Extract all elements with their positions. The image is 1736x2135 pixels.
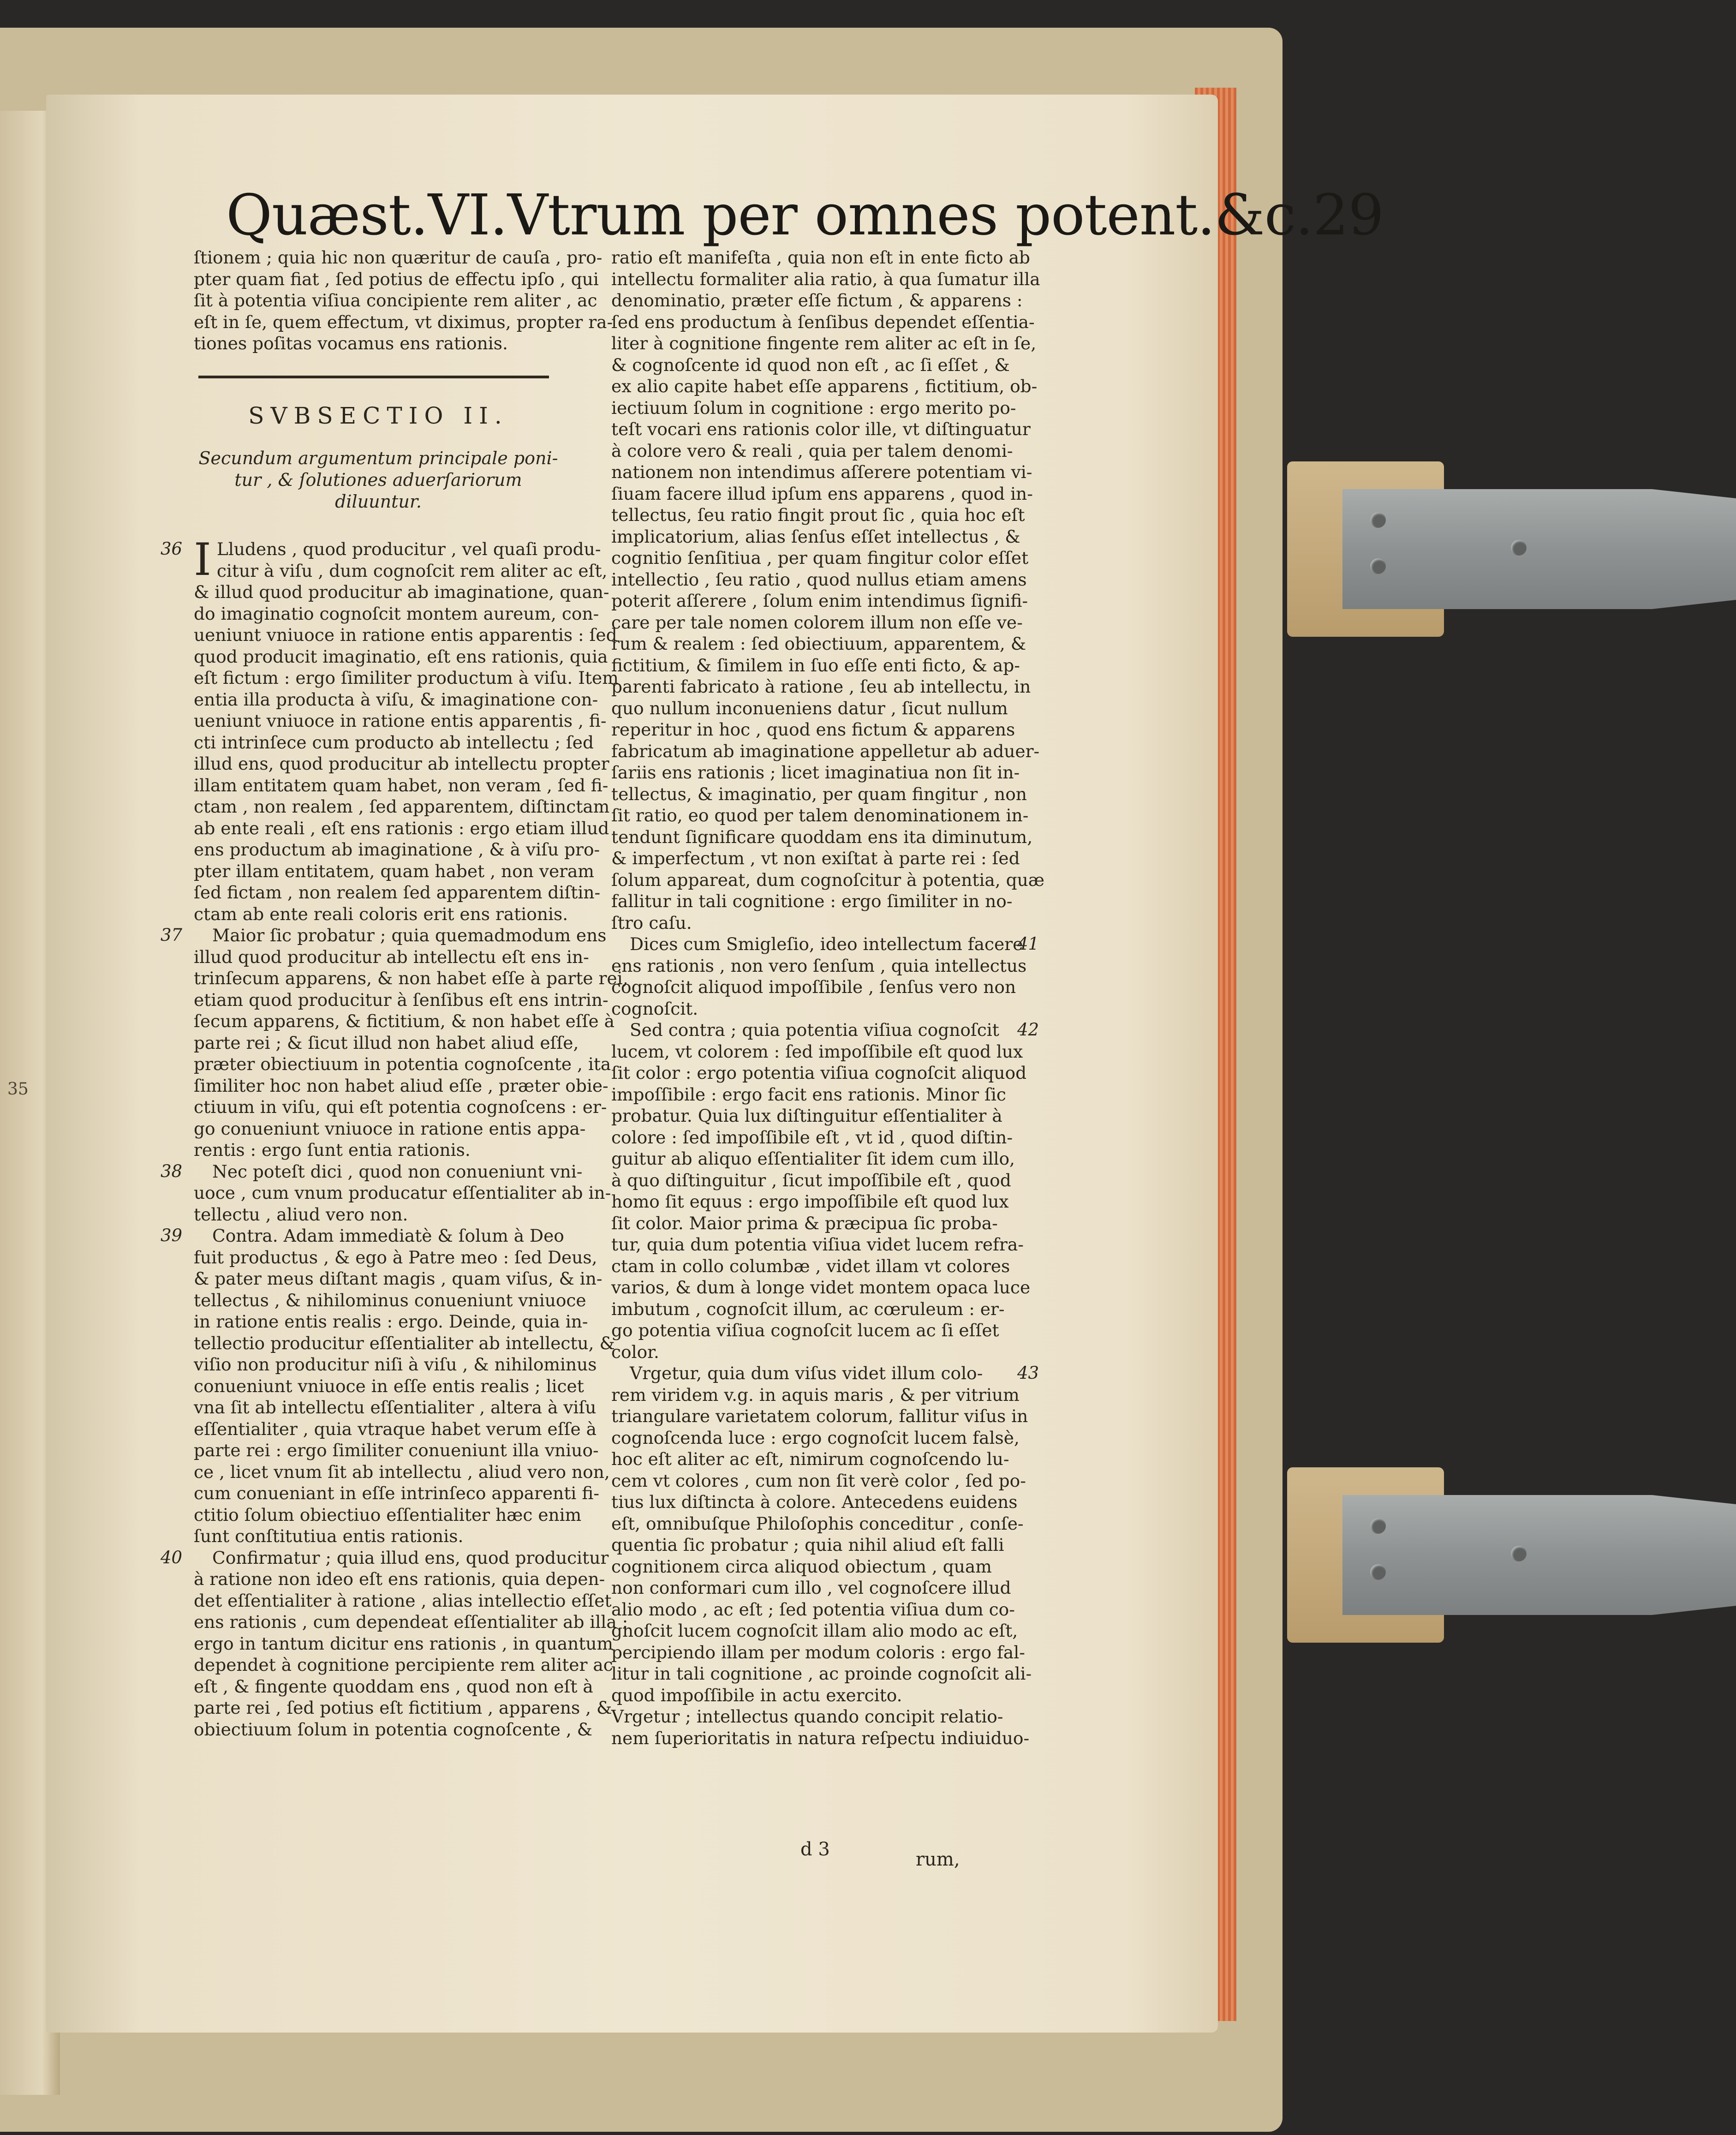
text-line: citur à viſu , dum cognoſcit rem aliter ac eſt, [216, 560, 608, 581]
text-line: entia illa producta à viſu, & imaginatione con- [194, 689, 598, 710]
paragraph-number: 37 [161, 925, 183, 945]
text-line: go conueniunt vniuoce in ratione entis appa- [194, 1118, 586, 1139]
paragraph-number: 40 [161, 1547, 183, 1567]
text-line: non conformari cum illo , vel cognoſcere illud [611, 1578, 1011, 1598]
rivet-icon [1370, 1518, 1386, 1534]
paragraph-number: 43 [1017, 1363, 1039, 1383]
text-line: do imaginatio cognoſcit montem aureum, con- [194, 603, 599, 624]
text-line: alio modo , ac eſt ; ſed potentia viſiua dum co- [611, 1599, 1015, 1620]
text-line: quod producit imaginatio, eſt ens rationis, quia [194, 646, 608, 667]
paragraph-text [194, 534, 619, 925]
text-line: go potentia viſiua cognoſcit lucem ac ſi eſſet [611, 1320, 999, 1340]
text-line: ctam , non realem , ſed apparentem, diſtinctam [194, 796, 610, 817]
running-title: Quæst.VI.Vtrum per omnes potent.&c.29 [226, 182, 1384, 248]
text-line: fallitur in tali cognitione : ergo ſimiliter in no- [611, 891, 1013, 911]
text-line: eſt in ſe, quem effectum, vt diximus, propter ra- [194, 311, 613, 332]
paragraph [161, 1225, 615, 1547]
text-line: ergo in tantum dicitur ens rationis , in quantum [194, 1633, 614, 1654]
text-line: lucem, vt colorem : ſed impoſſibile eſt quod lux [611, 1041, 1023, 1062]
text-line: tellectus, ſeu ratio fingit prout ſic , quia hoc eſt [611, 505, 1025, 525]
text-line: Nec poteſt dici , quod non conueniunt vni- [212, 1161, 583, 1182]
text-line: uoce , cum vnum producatur eſſentialiter ab in- [194, 1183, 611, 1203]
text-line: parte rei ; & ſicut illud non habet aliud eſſe, [194, 1032, 579, 1053]
rivet-icon [1511, 540, 1527, 556]
text-line: Contra. Adam immediatè & ſolum à Deo [212, 1226, 564, 1246]
subsection-subtitle [194, 448, 563, 513]
text-line: ſunt conſtitutiua entis rationis. [194, 1526, 464, 1546]
text-line: rum & realem : ſed obiectiuum, apparentem, & [611, 634, 1026, 654]
text-line: intellectio , ſeu ratio , quod nullus etiam amens [611, 569, 1027, 590]
rivet-icon [1370, 512, 1386, 528]
text-line: quentia ſic probatur ; quia nihil aliud eſt falli [611, 1535, 1004, 1555]
paragraph-number: 39 [161, 1226, 183, 1245]
text-line: illam entitatem quam habet, non veram , ſed fi- [194, 775, 608, 795]
text-line: ctam in collo columbæ , videt illam vt colores [611, 1256, 1010, 1276]
text-line: Sed contra ; quia potentia viſiua cognoſcit [630, 1020, 999, 1040]
text-line: à colore vero & reali , quia per talem denomi- [611, 440, 1013, 461]
text-line: rem viridem v.g. in aquis maris , & per vitrium [611, 1384, 1020, 1405]
text-line: implicatorium, alias ſenſus eſſet intellectus , & [611, 526, 1020, 547]
clasp-lower [1287, 1467, 1736, 1643]
text-line: etiam quod producitur à ſenſibus eſt ens intrin- [194, 989, 608, 1010]
text-line: cum conueniant in eſſe intrinſeco apparenti fi- [194, 1483, 599, 1503]
text-line: cognoſcit aliquod impoſſibile , ſenſus vero non [611, 977, 1016, 997]
subsection-heading: SVBSECTIO II. [248, 402, 508, 429]
text-line: viſio non producitur niſi à viſu , & nihilominus [194, 1354, 597, 1375]
text-line: à ratione non ideo eſt ens rationis, quia depen- [194, 1569, 605, 1589]
text-line: nationem non intendimus aſſerere potentiam vi- [611, 462, 1032, 482]
text-line: iectiuum ſolum in cognitione : ergo merito po- [611, 397, 1016, 418]
text-line: ens productum ab imaginatione , & à viſu pro- [194, 839, 600, 860]
clasp-metal-bar [1342, 1495, 1736, 1615]
text-line: color. [611, 1341, 659, 1362]
text-line: dependet à cognitione percipiente rem aliter ac [194, 1655, 613, 1675]
text-line: & illud quod producitur ab imaginatione, quan- [194, 582, 609, 602]
text-line: impoſſibile : ergo facit ens rationis. Minor ſic [611, 1084, 1006, 1105]
column-left [161, 247, 628, 1740]
paragraph-text [194, 925, 628, 1161]
section-rule [198, 376, 549, 378]
text-line: Confirmatur ; quia illud ens, quod producitur [212, 1547, 609, 1568]
text-line: ſiuam facere illud ipſum ens apparens , quod in- [611, 483, 1033, 504]
text-line: gnoſcit lucem cognoſcit illam alio modo ac eſt, [611, 1621, 1018, 1641]
text-line: & cognoſcente id quod non eſt , ac ſi eſſet , & [611, 354, 1010, 375]
paragraph [611, 1019, 1039, 1363]
column-right [611, 247, 1045, 1749]
text-line: Vrgetur, quia dum viſus videt illum colo- [630, 1363, 983, 1383]
text-line: cem vt colores , cum non ſit verè color , ſed po- [611, 1470, 1026, 1491]
text-line: à quo diſtinguitur , ſicut impoſſibile eſt , quod [611, 1170, 1011, 1190]
clasp-metal-bar [1342, 489, 1736, 609]
text-line: ratio eſt manifeſta , quia non eſt in ente ficto ab [611, 247, 1030, 268]
text-line: nem ſuperioritatis in natura reſpectu indiuiduo- [611, 1728, 1030, 1748]
text-line: det eſſentialiter à ratione , alias intellectio eſſet [194, 1590, 612, 1611]
paragraph-text [194, 1547, 628, 1740]
text-line: teſt vocari ens rationis color ille, vt diſtinguatur [611, 419, 1031, 439]
paragraph [161, 1547, 628, 1740]
text-line: eſt, omnibuſque Philoſophis conceditur , conſe- [611, 1513, 1024, 1534]
left-page-margin-number: 35 [7, 1080, 29, 1099]
text-line: ſolum appareat, dum cognoſcitur à potentia, quæ [611, 869, 1045, 890]
text-line: tur, quia dum potentia viſiua videt lucem refra- [611, 1234, 1024, 1255]
text-line: ex alio capite habet eſſe apparens , fictitium, ob- [611, 376, 1038, 396]
text-line: ſed ens productum à ſenſibus dependet eſſentia- [611, 311, 1035, 332]
text-line: & imperfectum , vt non exiſtat à parte rei : ſed [611, 848, 1020, 868]
paragraph [161, 1161, 611, 1226]
text-line: Maior ſic probatur ; quia quemadmodum ens [212, 925, 607, 945]
text-line: ab ente reali , eſt ens rationis : ergo etiam illud [194, 818, 609, 838]
text-line: ctiuum in viſu, qui eſt potentia cognoſcens : er- [194, 1097, 607, 1117]
text-line: cti intrinſece cum producto ab intellectu ; ſed [194, 732, 594, 753]
text-line: Lludens , quod producitur , vel quaſi produ- [216, 539, 601, 559]
text-line: diluuntur. [335, 491, 422, 512]
paragraph-text [611, 933, 1027, 1019]
text-line: Dices cum Smigleſio, ideo intellectum facere [630, 934, 1023, 954]
paragraph-text [194, 1225, 615, 1547]
text-line: fabricatum ab imaginatione appelletur ab aduer- [611, 741, 1040, 761]
paragraph-number: 38 [161, 1161, 183, 1181]
signature-mark: d 3 [800, 1839, 830, 1860]
text-line: ctitio ſolum obiectiuo eſſentialiter hæc enim [194, 1504, 582, 1525]
text-line: reperitur in hoc , quod ens fictum & apparens [611, 719, 1015, 740]
text-line: parte rei , ſed potius eſt fictitium , apparens , & [194, 1698, 612, 1718]
text-line: ctam ab ente reali coloris erit ens rationis. [194, 903, 568, 924]
text-line: quo nullum inconueniens datur , ſicut nullum [611, 698, 1008, 718]
text-line: probatur. Quia lux diſtinguitur eſſentialiter à [611, 1106, 1002, 1126]
text-line: fictitium, & ſimilem in ſuo eſſe enti ficto, & ap- [611, 655, 1020, 676]
paragraph-number: 42 [1017, 1020, 1039, 1040]
text-line: ſit ratio, eo quod per talem denominationem in- [611, 805, 1029, 825]
text-line: denominatio, præter eſſe fictum , & apparens : [611, 290, 1023, 311]
text-line: ueniunt vniuoce in ratione entis apparentis , fi- [194, 711, 607, 731]
text-line: cognitio ſenſitiua , per quam fingitur color eſſet [611, 548, 1029, 568]
text-line: obiectiuum ſolum in potentia cognoſcente , & [194, 1719, 593, 1740]
text-line: poterit aſſerere , ſolum enim intendimus ſignifi- [611, 591, 1028, 611]
paragraph [611, 1706, 1030, 1749]
text-line: tur , & ſolutiones aduerſariorum [234, 470, 522, 490]
drop-cap: I [194, 534, 211, 586]
rivet-icon [1370, 1564, 1386, 1580]
text-line: ſtionem ; quia hic non quæritur de cauſa , pro- [194, 247, 603, 268]
text-line: hoc eſt aliter ac eſt, nimirum cognoſcendo lu- [611, 1449, 1009, 1469]
text-line: care per tale nomen colorem illum non eſſe ve- [611, 612, 1023, 633]
text-line: guitur ab aliquo eſſentialiter ſit idem cum illo, [611, 1148, 1015, 1169]
text-line: percipiendo illam per modum coloris : ergo fal- [611, 1642, 1025, 1663]
text-line: tiones poſitas vocamus ens rationis. [194, 333, 508, 353]
paragraph [611, 247, 1045, 933]
text-line: fuit productus , & ego à Patre meo : ſed Deus, [194, 1247, 597, 1268]
clasp-upper [1287, 461, 1736, 637]
text-line: parte rei : ergo ſimiliter conueniunt illa vniuo- [194, 1440, 599, 1460]
text-line: conueniunt vniuoce in eſſe entis realis ; licet [194, 1375, 584, 1396]
text-line: eſt , & fingente quoddam ens , quod non eſt à [194, 1676, 593, 1697]
paragraph-number: 36 [161, 539, 183, 559]
text-line: cognoſcenda luce : ergo cognoſcit lucem falsè, [611, 1427, 1020, 1448]
text-line: ſit color. Maior prima & præcipua ſic proba- [611, 1213, 998, 1233]
paragraph [611, 933, 1039, 1019]
text-line: triangulare varietatem colorum, fallitur viſus in [611, 1406, 1028, 1426]
text-line: Vrgetur ; intellectus quando concipit relatio- [611, 1706, 1003, 1727]
text-line: pter quam fiat , ſed potius de effectu ipſo , qui [194, 269, 599, 289]
text-line: cognoſcit. [611, 998, 698, 1019]
paragraph-list [611, 247, 1045, 1749]
text-line: ſariis ens rationis ; licet imaginatiua non ſit in- [611, 762, 1020, 783]
text-line: tellectus, & imaginatio, per quam fingitur , non [611, 783, 1027, 804]
text-line: in ratione entis realis : ergo. Deinde, quia in- [194, 1311, 588, 1332]
text-line: eſt fictum : ergo ſimiliter productum à viſu. Item [194, 668, 619, 688]
text-line: ſimiliter hoc non habet aliud eſſe , præter obie- [194, 1075, 608, 1096]
text-line: parenti fabricato à ratione , ſeu ab intellectu, in [611, 676, 1031, 697]
text-line: ueniunt vniuoce in ratione entis apparentis : ſed [194, 625, 617, 645]
text-line: rentis : ergo ſunt entia rationis. [194, 1140, 471, 1160]
paragraph-text [194, 1161, 611, 1226]
text-line: colore : ſed impoſſibile eſt , vt id , quod diſtin- [611, 1127, 1013, 1148]
rivet-icon [1511, 1546, 1527, 1561]
text-line: liter à cognitione fingente rem aliter ac eſt in ſe, [611, 333, 1037, 353]
text-line: quod impoſſibile in actu exercito. [611, 1685, 902, 1705]
text-line: ſit color : ergo potentia viſiua cognoſcit aliquod [611, 1063, 1027, 1083]
paragraph [161, 925, 628, 1161]
text-line: & pater meus diſtant magis , quam viſus, & in- [194, 1268, 603, 1289]
paragraph [611, 1363, 1039, 1706]
text-line: tellectu , aliud vero non. [194, 1204, 408, 1225]
paragraph-text [611, 247, 1045, 933]
text-line: cognitionem circa aliquod obiectum , quam [611, 1556, 992, 1577]
text-line: trinſecum apparens, & non habet eſſe à parte rei, [194, 968, 628, 988]
intro-paragraph [194, 247, 613, 354]
text-line: ens rationis , non vero ſenſum , quia intellectus [611, 955, 1027, 976]
text-line: ſecum apparens, & fictitium, & non habet eſſe à [194, 1011, 614, 1031]
text-line: tellectio producitur eſſentialiter ab intellectu, & [194, 1333, 615, 1353]
text-line: homo ſit equus : ergo impoſſibile eſt quod lux [611, 1191, 1009, 1212]
text-line: ſtro caſu. [611, 912, 692, 933]
text-line: eſſentialiter , quia vtraque habet verum eſſe à [194, 1418, 597, 1439]
text-line: tellectus , & nihilominus conueniunt vniuoce [194, 1290, 586, 1310]
rivet-icon [1370, 558, 1386, 574]
catchword: rum, [916, 1849, 960, 1870]
text-line: Secundum argumentum principale poni- [198, 448, 558, 468]
text-line: illud quod producitur ab intellectu eſt ens in- [194, 946, 589, 967]
text-line: imbutum , cognoſcit illum, ac cœruleum : er- [611, 1298, 1005, 1319]
text-line: litur in tali cognitione , ac proinde cognoſcit ali- [611, 1663, 1032, 1684]
text-line: illud ens, quod producitur ab intellectu propter [194, 754, 609, 774]
text-line: intellectu formaliter alia ratio, à qua ſumatur illa [611, 269, 1040, 289]
text-line: tendunt ſignificare quoddam ens ita diminutum, [611, 826, 1033, 847]
text-line: ens rationis , cum dependeat eſſentialiter ab illa : [194, 1612, 628, 1632]
text-line: præter obiectiuum in potentia cognoſcente , ita [194, 1054, 611, 1074]
text-line: varios, & dum à longe videt montem opaca luce [611, 1277, 1031, 1298]
paragraph-text [611, 1706, 1030, 1749]
paragraph [161, 534, 619, 925]
text-line: tius lux diſtincta à colore. Antecedens euidens [611, 1492, 1018, 1512]
paragraph-list [161, 534, 628, 1740]
paragraph-number: 41 [1017, 934, 1039, 954]
text-line: ce , licet vnum ſit ab intellectu , aliud vero non, [194, 1461, 610, 1482]
text-line: ſit à potentia viſiua concipiente rem aliter , ac [194, 290, 597, 311]
text-line: pter illam entitatem, quam habet , non veram [194, 861, 594, 881]
text-line: vna ſit ab intellectu eſſentialiter , altera à viſu [194, 1397, 597, 1417]
text-line: ſed fictam , non realem ſed apparentem diſtin- [194, 882, 601, 903]
